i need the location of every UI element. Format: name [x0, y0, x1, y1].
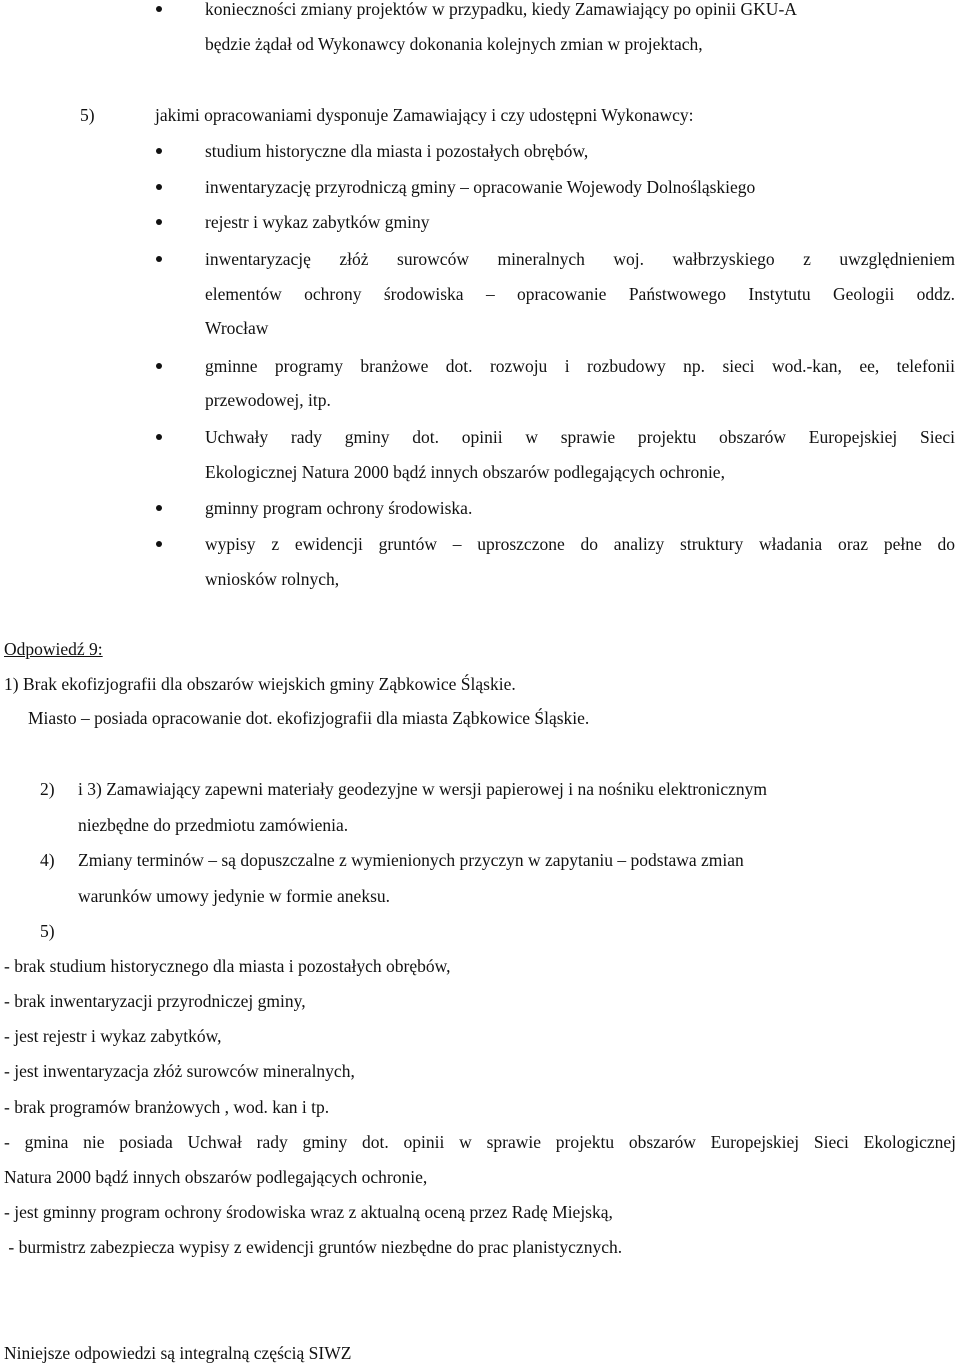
answer-line: 1) Brak ekofizjografii dla obszarów wiejskich gminy Ząbkowice Śląskie.	[4, 674, 516, 694]
answer-dash-item: - jest inwentaryzacja złóż surowców mineralnych,	[4, 1061, 355, 1081]
answer-number: 2)	[40, 779, 55, 799]
bullet-icon	[156, 219, 162, 225]
bullet-text-cont: wniosków rolnych,	[205, 569, 340, 589]
answer-dash-item: - gmina nie posiada Uchwał rady gminy dot. opinii w sprawie projektu obszarów Europejskiej Sieci Ekologicznej	[4, 1132, 956, 1152]
answer-dash-item: - brak inwentaryzacji przyrodniczej gminy,	[4, 991, 306, 1011]
bullet-text: Uchwały rady gminy dot. opinii w sprawie projektu obszarów Europejskiej Sieci	[205, 427, 955, 447]
bullet-text-cont: przewodowej, itp.	[205, 390, 331, 410]
answer-dash-item: - brak studium historycznego dla miasta i pozostałych obrębów,	[4, 956, 451, 976]
bullet-text: gminne programy branżowe dot. rozwoju i rozbudowy np. sieci wod.-kan, ee, telefonii	[205, 356, 955, 376]
footer-note: Niniejsze odpowiedzi są integralną częścią SIWZ	[4, 1343, 352, 1363]
question-text: jakimi opracowaniami dysponuje Zamawiający i czy udostępni Wykonawcy:	[155, 105, 694, 125]
bullet-icon	[156, 434, 162, 440]
bullet-text: gminny program ochrony środowiska.	[205, 498, 473, 518]
bullet-icon	[156, 148, 162, 154]
bullet-icon	[156, 256, 162, 262]
answer-line: niezbędne do przedmiotu zamówienia.	[78, 815, 349, 835]
bullet-text: rejestr i wykaz zabytków gminy	[205, 212, 430, 232]
bullet-text: studium historyczne dla miasta i pozostałych obrębów,	[205, 141, 589, 161]
bullet-text-cont: Wrocław	[205, 318, 269, 338]
answer-dash-item-cont: Natura 2000 bądź innych obszarów podlegających ochronie,	[4, 1167, 428, 1187]
bullet-text: konieczności zmiany projektów w przypadku, kiedy Zamawiający po opinii GKU-A	[205, 0, 797, 19]
bullet-text-cont: będzie żądał od Wykonawcy dokonania kolejnych zmian w projektach,	[205, 34, 703, 54]
bullet-icon	[156, 363, 162, 369]
bullet-icon	[156, 541, 162, 547]
answer-line: Zmiany terminów – są dopuszczalne z wymienionych przyczyn w zapytaniu – podstawa zmian	[78, 850, 744, 870]
question-number: 5)	[80, 105, 95, 125]
answer-line: warunków umowy jedynie w formie aneksu.	[78, 886, 391, 906]
bullet-text: inwentaryzację złóż surowców mineralnych woj. wałbrzyskiego z uwzględnieniem	[205, 249, 955, 269]
answer-heading: Odpowiedź 9:	[4, 639, 103, 659]
bullet-icon	[156, 505, 162, 511]
answer-number: 5)	[40, 921, 55, 941]
answer-dash-item: - jest rejestr i wykaz zabytków,	[4, 1026, 222, 1046]
bullet-icon	[156, 184, 162, 190]
bullet-text-cont: Ekologicznej Natura 2000 bądź innych obszarów podlegających ochronie,	[205, 462, 725, 482]
answer-dash-item: - burmistrz zabezpiecza wypisy z ewidencji gruntów niezbędne do prac planistycznych.	[4, 1237, 623, 1257]
answer-line: Miasto – posiada opracowanie dot. ekofizjografii dla miasta Ząbkowice Śląskie.	[28, 708, 590, 728]
answer-number: 4)	[40, 850, 55, 870]
bullet-text: wypisy z ewidencji gruntów – uproszczone do analizy struktury władania oraz pełne do	[205, 534, 955, 554]
bullet-text: inwentaryzację przyrodniczą gminy – opracowanie Wojewody Dolnośląskiego	[205, 177, 756, 197]
bullet-icon	[156, 6, 162, 12]
answer-line: i 3) Zamawiający zapewni materiały geodezyjne w wersji papierowej i na nośniku elektronicznym	[78, 779, 768, 799]
answer-dash-item: - brak programów branżowych , wod. kan i tp.	[4, 1097, 330, 1117]
answer-dash-item: - jest gminny program ochrony środowiska wraz z aktualną oceną przez Radę Miejską,	[4, 1202, 613, 1222]
bullet-text-cont: elementów ochrony środowiska – opracowanie Państwowego Instytutu Geologii oddz.	[205, 284, 955, 304]
